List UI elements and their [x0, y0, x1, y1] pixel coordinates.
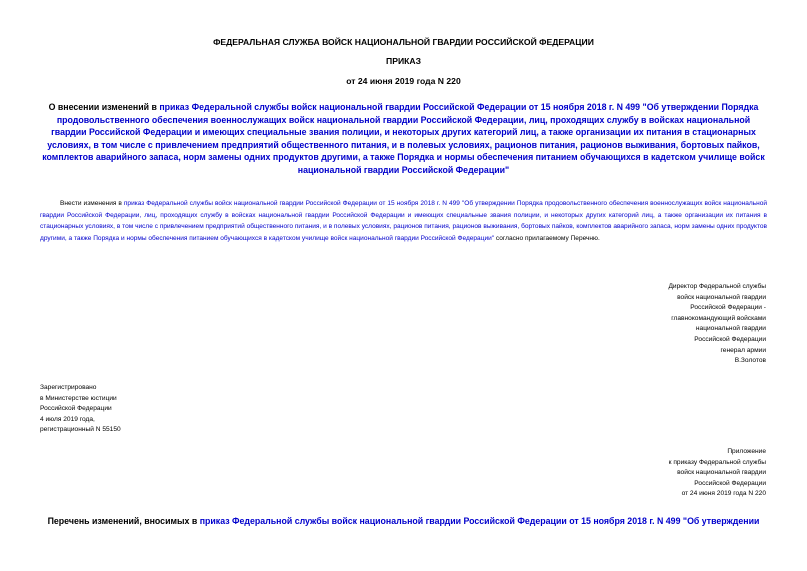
appendix-line: войск национальной гвардии	[677, 469, 766, 477]
body-suffix: согласно прилагаемому Перечню.	[494, 234, 600, 242]
registration-block	[40, 383, 240, 436]
signature-line: Российской Федерации -	[690, 304, 766, 312]
appendix-block	[566, 447, 766, 500]
registration-line: в Министерстве юстиции	[40, 394, 117, 402]
appendix-line: Приложение	[727, 448, 766, 455]
registration-line: Российской Федерации	[40, 405, 112, 413]
registration-line: регистрационный N 55150	[40, 426, 121, 434]
body-prefix: Внести изменения в	[60, 200, 124, 207]
signature-line: войск национальной гвардии	[677, 293, 766, 301]
changes-title-prefix: Перечень изменений, вносимых в	[47, 516, 200, 526]
registration-line: Зарегистрировано	[40, 384, 97, 391]
signature-line: главнокомандующий войсками	[671, 314, 766, 322]
document-title	[40, 101, 767, 177]
changes-order-link[interactable]: приказ Федеральной службы войск национальной гвардии Российской Федерации от 15 ноября 2018 г. N 499 "Об утверждении	[199, 516, 760, 526]
title-prefix: О внесении изменений в	[48, 102, 160, 112]
signature-name: В.Золотов	[734, 357, 766, 365]
title-order-link[interactable]: приказ Федеральной службы войск национальной гвардии Российской Федерации от 15 ноября 2018 г. N 499 "Об утверждении Порядка продовольственного обеспечения военнослужащих войск национальной гвардии Российской Федерации, лиц, проходящих службу в войсках национальной гвардии Российской Федерации и имеющих специальные звания полиции, и некоторых других категорий лиц, а также организации их питания в стационарных условиях, в том числе с привлечением предприятий общественного питания, и в полевых условиях, рационов питания, рационов выживания, бортовых пайков, комплектов аварийного запаса, норм замены одних продуктов другими, а также Порядка и нормы обеспечения питанием обучающихся в кадетском училище войск национальной гвардии Российской Федерации"	[42, 102, 765, 175]
appendix-line: к приказу Федеральной службы	[668, 458, 766, 466]
body-paragraph	[40, 198, 767, 244]
signature-line: генерал армии	[720, 346, 766, 354]
document-type: ПРИКАЗ	[386, 56, 421, 66]
document-date-number: от 24 июня 2019 года N 220	[346, 76, 461, 86]
changes-list-title	[0, 516, 807, 526]
appendix-line: Российской Федерации	[694, 479, 766, 487]
agency-header: ФЕДЕРАЛЬНАЯ СЛУЖБА ВОЙСК НАЦИОНАЛЬНОЙ ГВАРДИИ РОССИЙСКОЙ ФЕДЕРАЦИИ	[213, 37, 594, 47]
signature-line: Директор Федеральной службы	[668, 283, 766, 290]
appendix-line: от 24 июня 2019 года N 220	[681, 490, 766, 498]
body-order-link[interactable]: приказ Федеральной службы войск национальной гвардии Российской Федерации от 15 ноября 2018 г. N 499 "Об утверждении Порядка продовольственного обеспечения военнослужащих войск национальной гвардии Российской Федерации, лиц, проходящих службу в войсках национальной гвардии Российской Федерации и имеющих специальные звания полиции, и некоторых других категорий лиц, а также организации их питания в стационарных условиях, в том числе с привлечением предприятий общественного питания, и в полевых условиях, рационов питания, рационов выживания, бортовых пайков, комплектов аварийного запаса, норм замены одних продуктов другими, а также Порядка и нормы обеспечения питанием обучающихся в кадетском училище войск национальной гвардии Российской Федерации"	[40, 200, 767, 242]
signature-line: национальной гвардии	[695, 325, 766, 333]
signature-line: Российской Федерации	[694, 335, 766, 343]
signature-block	[566, 282, 766, 367]
registration-line: 4 июля 2019 года,	[40, 415, 95, 423]
